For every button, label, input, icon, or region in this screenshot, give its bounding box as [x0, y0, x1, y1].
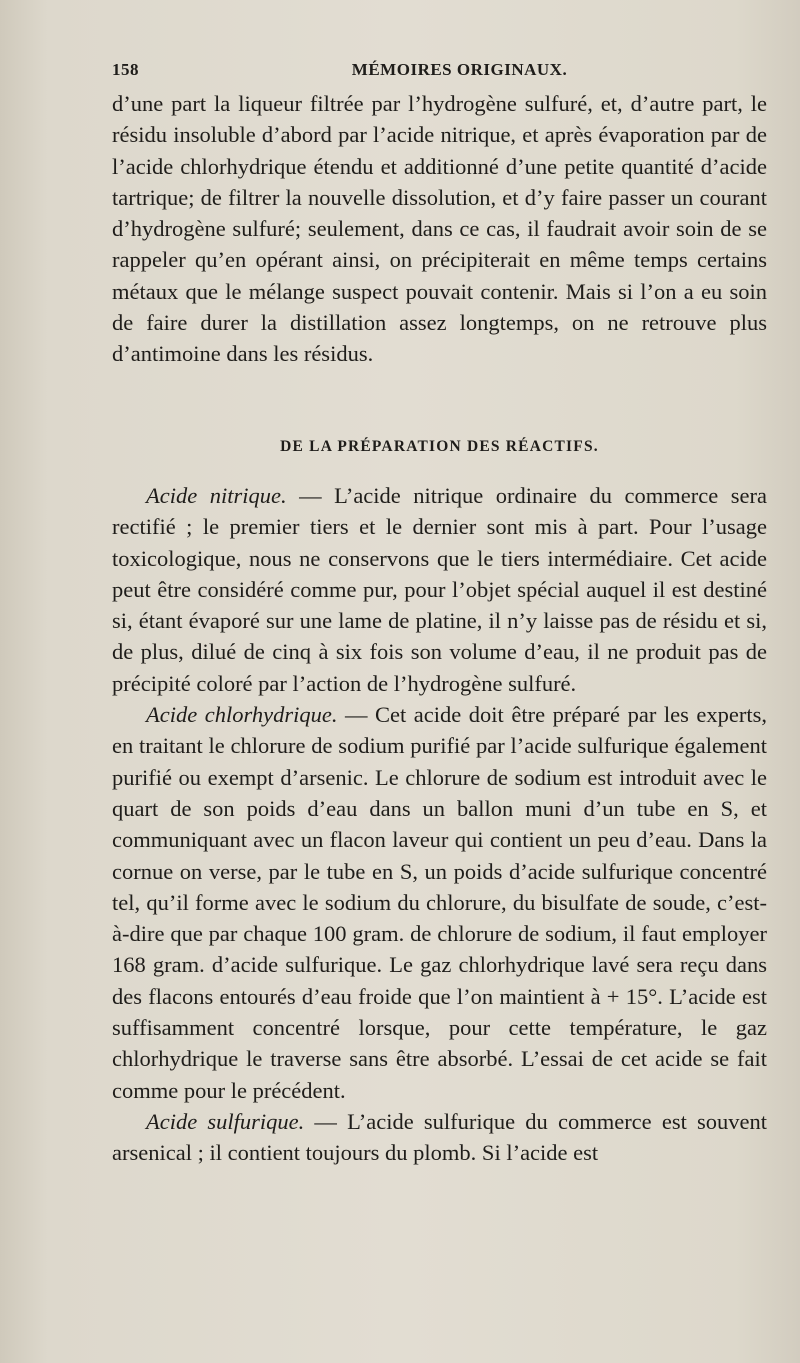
reagents-block	[112, 480, 767, 1169]
running-title: MÉMOIRES ORIGINAUX.	[351, 60, 568, 79]
intro-paragraph: d’une part la liqueur filtrée par l’hydrogène sulfuré, et, d’autre part, le résidu insoluble d’abord par l’acide nitrique, et après évaporation par de l’acide chlorhydrique étendu et additionné d’une petite quantité d’acide tartrique; de filtrer la nouvelle dissolution, et d’y faire passer un courant d’hydrogène sulfuré; seulement, dans ce cas, il faudrait avoir soin de se rappeler qu’en opérant ainsi, on précipiterait en même temps certains métaux que le mélange suspect pouvait contenir. Mais si l’on a eu soin de faire durer la distillation assez longtemps, on ne retrouve plus d’antimoine dans les résidus.	[112, 91, 767, 367]
page-header	[112, 60, 767, 88]
paragraph-nitric-acid	[112, 480, 767, 699]
term-hydrochloric-acid: Acide chlorhydrique.	[146, 702, 338, 728]
text-hydrochloric-acid: — Cet acide doit être préparé par les experts, en traitant le chlorure de sodium purifié par l’acide sulfurique également purifié ou exempt d’arsenic. Le chlorure de sodium est introduit avec le quart de son poids d’eau dans un ballon muni d’un tube en S, et communiquant avec un flacon laveur qui contient un peu d’eau. Dans la cornue on verse, par le tube en S, un poids d’acide sulfurique concentré tel, qu’il forme avec le sodium du chlorure, du bisulfate de soude, c’est-à-dire que par chaque 100 gram. de chlorure de sodium, il faut employer 168 gram. d’acide sulfurique. Le gaz chlorhydrique lavé sera reçu dans des flacons entourés d’eau froide que l’on maintient à + 15°. L’acide est suffisamment concentré lorsque, pour cette température, le gaz chlorhydrique le traverse sans être absorbé. L’essai de cet acide se fait comme pour le précédent.	[112, 702, 767, 1103]
term-sulfuric-acid: Acide sulfurique.	[146, 1108, 305, 1134]
paragraph-hydrochloric-acid	[112, 699, 767, 1106]
term-nitric-acid: Acide nitrique.	[146, 483, 287, 508]
text-sulfuric-acid: — L’acide sulfurique du commerce est souvent arsenical ; il contient toujours du plomb. Si l’acide est	[112, 1108, 767, 1166]
text-nitric-acid: — L’acide nitrique ordinaire du commerce sera rectifié ; le premier tiers et le dernier sont mis à part. Pour l’usage toxicologique, nous ne conservons que le tiers intermédiaire. Cet acide peut être considéré comme pur, pour l’objet spécial auquel il est destiné si, étant évaporé sur une lame de platine, il n’y laisse pas de résidu et si, de plus, dilué de cinq à six fois son volume d’eau, il ne produit pas de précipité coloré par l’action de l’hydrogène sulfuré.	[112, 483, 767, 696]
paragraph-sulfuric-acid	[112, 1106, 767, 1169]
intro-block	[112, 88, 767, 370]
page-number: 158	[112, 60, 139, 79]
section-heading: DE LA PRÉPARATION DES RÉACTIFS.	[280, 438, 599, 455]
